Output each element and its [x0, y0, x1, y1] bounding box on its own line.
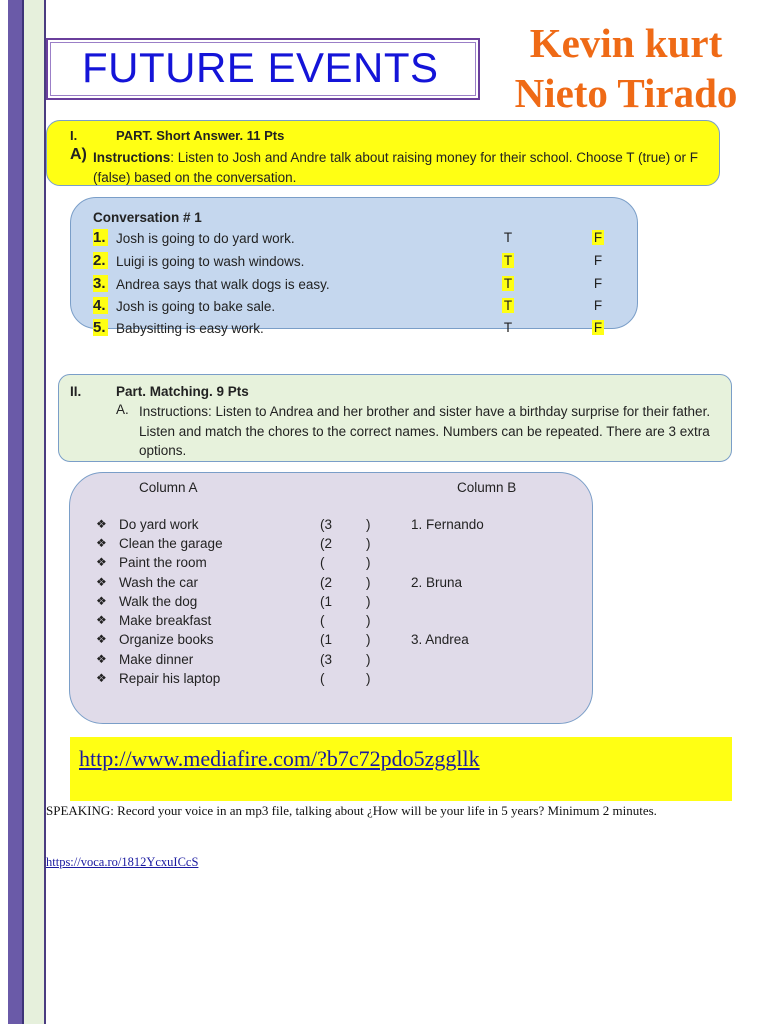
question-text: Babysitting is easy work. [116, 321, 264, 336]
chore-label: Make breakfast [119, 613, 212, 628]
question-row-1 [93, 229, 613, 251]
chore-label: Organize books [119, 632, 214, 647]
chore-label: Paint the room [119, 555, 207, 570]
answer-close: ) [366, 652, 371, 667]
chore-label: Wash the car [119, 575, 199, 590]
diamond-bullet-icon: ❖ [96, 555, 107, 569]
chore-label: Repair his laptop [119, 671, 221, 686]
name-option: 3. Andrea [411, 632, 469, 647]
answer-close: ) [366, 594, 371, 609]
page-title: FUTURE EVENTS [82, 44, 439, 91]
diamond-bullet-icon: ❖ [96, 613, 107, 627]
chore-label: Do yard work [119, 517, 199, 532]
question-text: Andrea says that walk dogs is easy. [116, 277, 330, 292]
matching-row [96, 671, 516, 690]
answer-close: ) [366, 575, 371, 590]
matching-row [96, 632, 516, 651]
question-number: 4. [93, 297, 106, 314]
instructions-label: Instructions [93, 150, 171, 165]
answer-close: ) [366, 517, 371, 532]
question-text: Josh is going to do yard work. [116, 231, 295, 246]
voca-link[interactable]: https://voca.ro/1812YcxuICcS [46, 855, 199, 869]
true-option-selected[interactable]: T [503, 276, 513, 291]
answer-blank[interactable]: (2 [320, 536, 333, 551]
question-row-2 [93, 252, 613, 274]
left-margin-bar [8, 0, 24, 1024]
conversation-title: Conversation # 1 [93, 210, 202, 225]
false-option[interactable]: F [593, 298, 603, 313]
instructions-text: : Listen to Josh and Andre talk about raising money for their school. Choose T (true) or F (false) based on the conversation. [93, 150, 699, 185]
chore-label: Walk the dog [119, 594, 198, 609]
diamond-bullet-icon: ❖ [96, 575, 107, 589]
question-number: 2. [93, 252, 106, 269]
left-margin-strip [24, 0, 46, 1024]
part2-instructions: Instructions: Listen to Andrea and her brother and sister have a birthday surprise for their father. Listen and match the chores to the correct names. Numbers can be repeated. There are 3 extra options. [139, 404, 711, 458]
answer-close: ) [366, 671, 371, 686]
answer-close: ) [366, 536, 371, 551]
question-row-5 [93, 319, 613, 341]
part1-letter: A) [70, 146, 87, 163]
answer-blank[interactable]: ( [320, 671, 325, 686]
name-option: 2. Bruna [411, 575, 463, 590]
part2-number: II. [70, 384, 82, 399]
question-number: 5. [93, 319, 106, 336]
matching-row [96, 652, 516, 671]
matching-row [96, 575, 516, 594]
author-line-1: Kevin kurt [529, 20, 723, 66]
false-option[interactable]: F [593, 276, 603, 291]
question-row-4 [93, 297, 613, 319]
matching-row [96, 594, 516, 613]
matching-row [96, 517, 516, 536]
column-a-header: Column A [139, 480, 198, 495]
answer-blank[interactable]: (1 [320, 594, 333, 609]
diamond-bullet-icon: ❖ [96, 594, 107, 608]
author-line-2: Nieto Tirado [514, 70, 738, 116]
true-option-selected[interactable]: T [503, 298, 513, 313]
part2-title: Part. Matching. 9 Pts [116, 384, 249, 399]
diamond-bullet-icon: ❖ [96, 632, 107, 646]
answer-blank[interactable]: (2 [320, 575, 333, 590]
true-option-selected[interactable]: T [503, 253, 513, 268]
answer-blank[interactable]: ( [320, 613, 325, 628]
true-option[interactable]: T [503, 230, 513, 245]
part2-letter: A. [116, 402, 129, 417]
column-b-header: Column B [457, 480, 517, 495]
answer-close: ) [366, 613, 371, 628]
question-row-3 [93, 275, 613, 297]
false-option-selected[interactable]: F [593, 320, 603, 335]
question-text: Josh is going to bake sale. [116, 299, 276, 314]
answer-blank[interactable]: (3 [320, 517, 333, 532]
false-option[interactable]: F [593, 253, 603, 268]
answer-close: ) [366, 555, 371, 570]
answer-close: ) [366, 632, 371, 647]
diamond-bullet-icon: ❖ [96, 517, 107, 531]
matching-row [96, 613, 516, 632]
part1-instructions [93, 148, 718, 188]
question-text: Luigi is going to wash windows. [116, 254, 305, 269]
author-name [488, 18, 764, 118]
name-option: 1. Fernando [411, 517, 484, 532]
matching-row [96, 536, 516, 555]
chore-label: Clean the garage [119, 536, 223, 551]
chore-label: Make dinner [119, 652, 194, 667]
answer-blank[interactable]: (3 [320, 652, 333, 667]
diamond-bullet-icon: ❖ [96, 671, 107, 685]
matching-row [96, 555, 516, 574]
part1-title: PART. Short Answer. 11 Pts [116, 128, 285, 143]
question-number: 3. [93, 275, 106, 292]
true-option[interactable]: T [503, 320, 513, 335]
part1-number: I. [70, 128, 78, 143]
mediafire-link[interactable]: http://www.mediafire.com/?b7c72pdo5zggllk [79, 746, 480, 771]
false-option-selected[interactable]: F [593, 230, 603, 245]
answer-blank[interactable]: (1 [320, 632, 333, 647]
diamond-bullet-icon: ❖ [96, 652, 107, 666]
speaking-instructions: SPEAKING: Record your voice in an mp3 file, talking about ¿How will be your life in 5 years? Minimum 2 minutes. [46, 803, 657, 818]
question-number: 1. [93, 229, 106, 246]
answer-blank[interactable]: ( [320, 555, 325, 570]
diamond-bullet-icon: ❖ [96, 536, 107, 550]
